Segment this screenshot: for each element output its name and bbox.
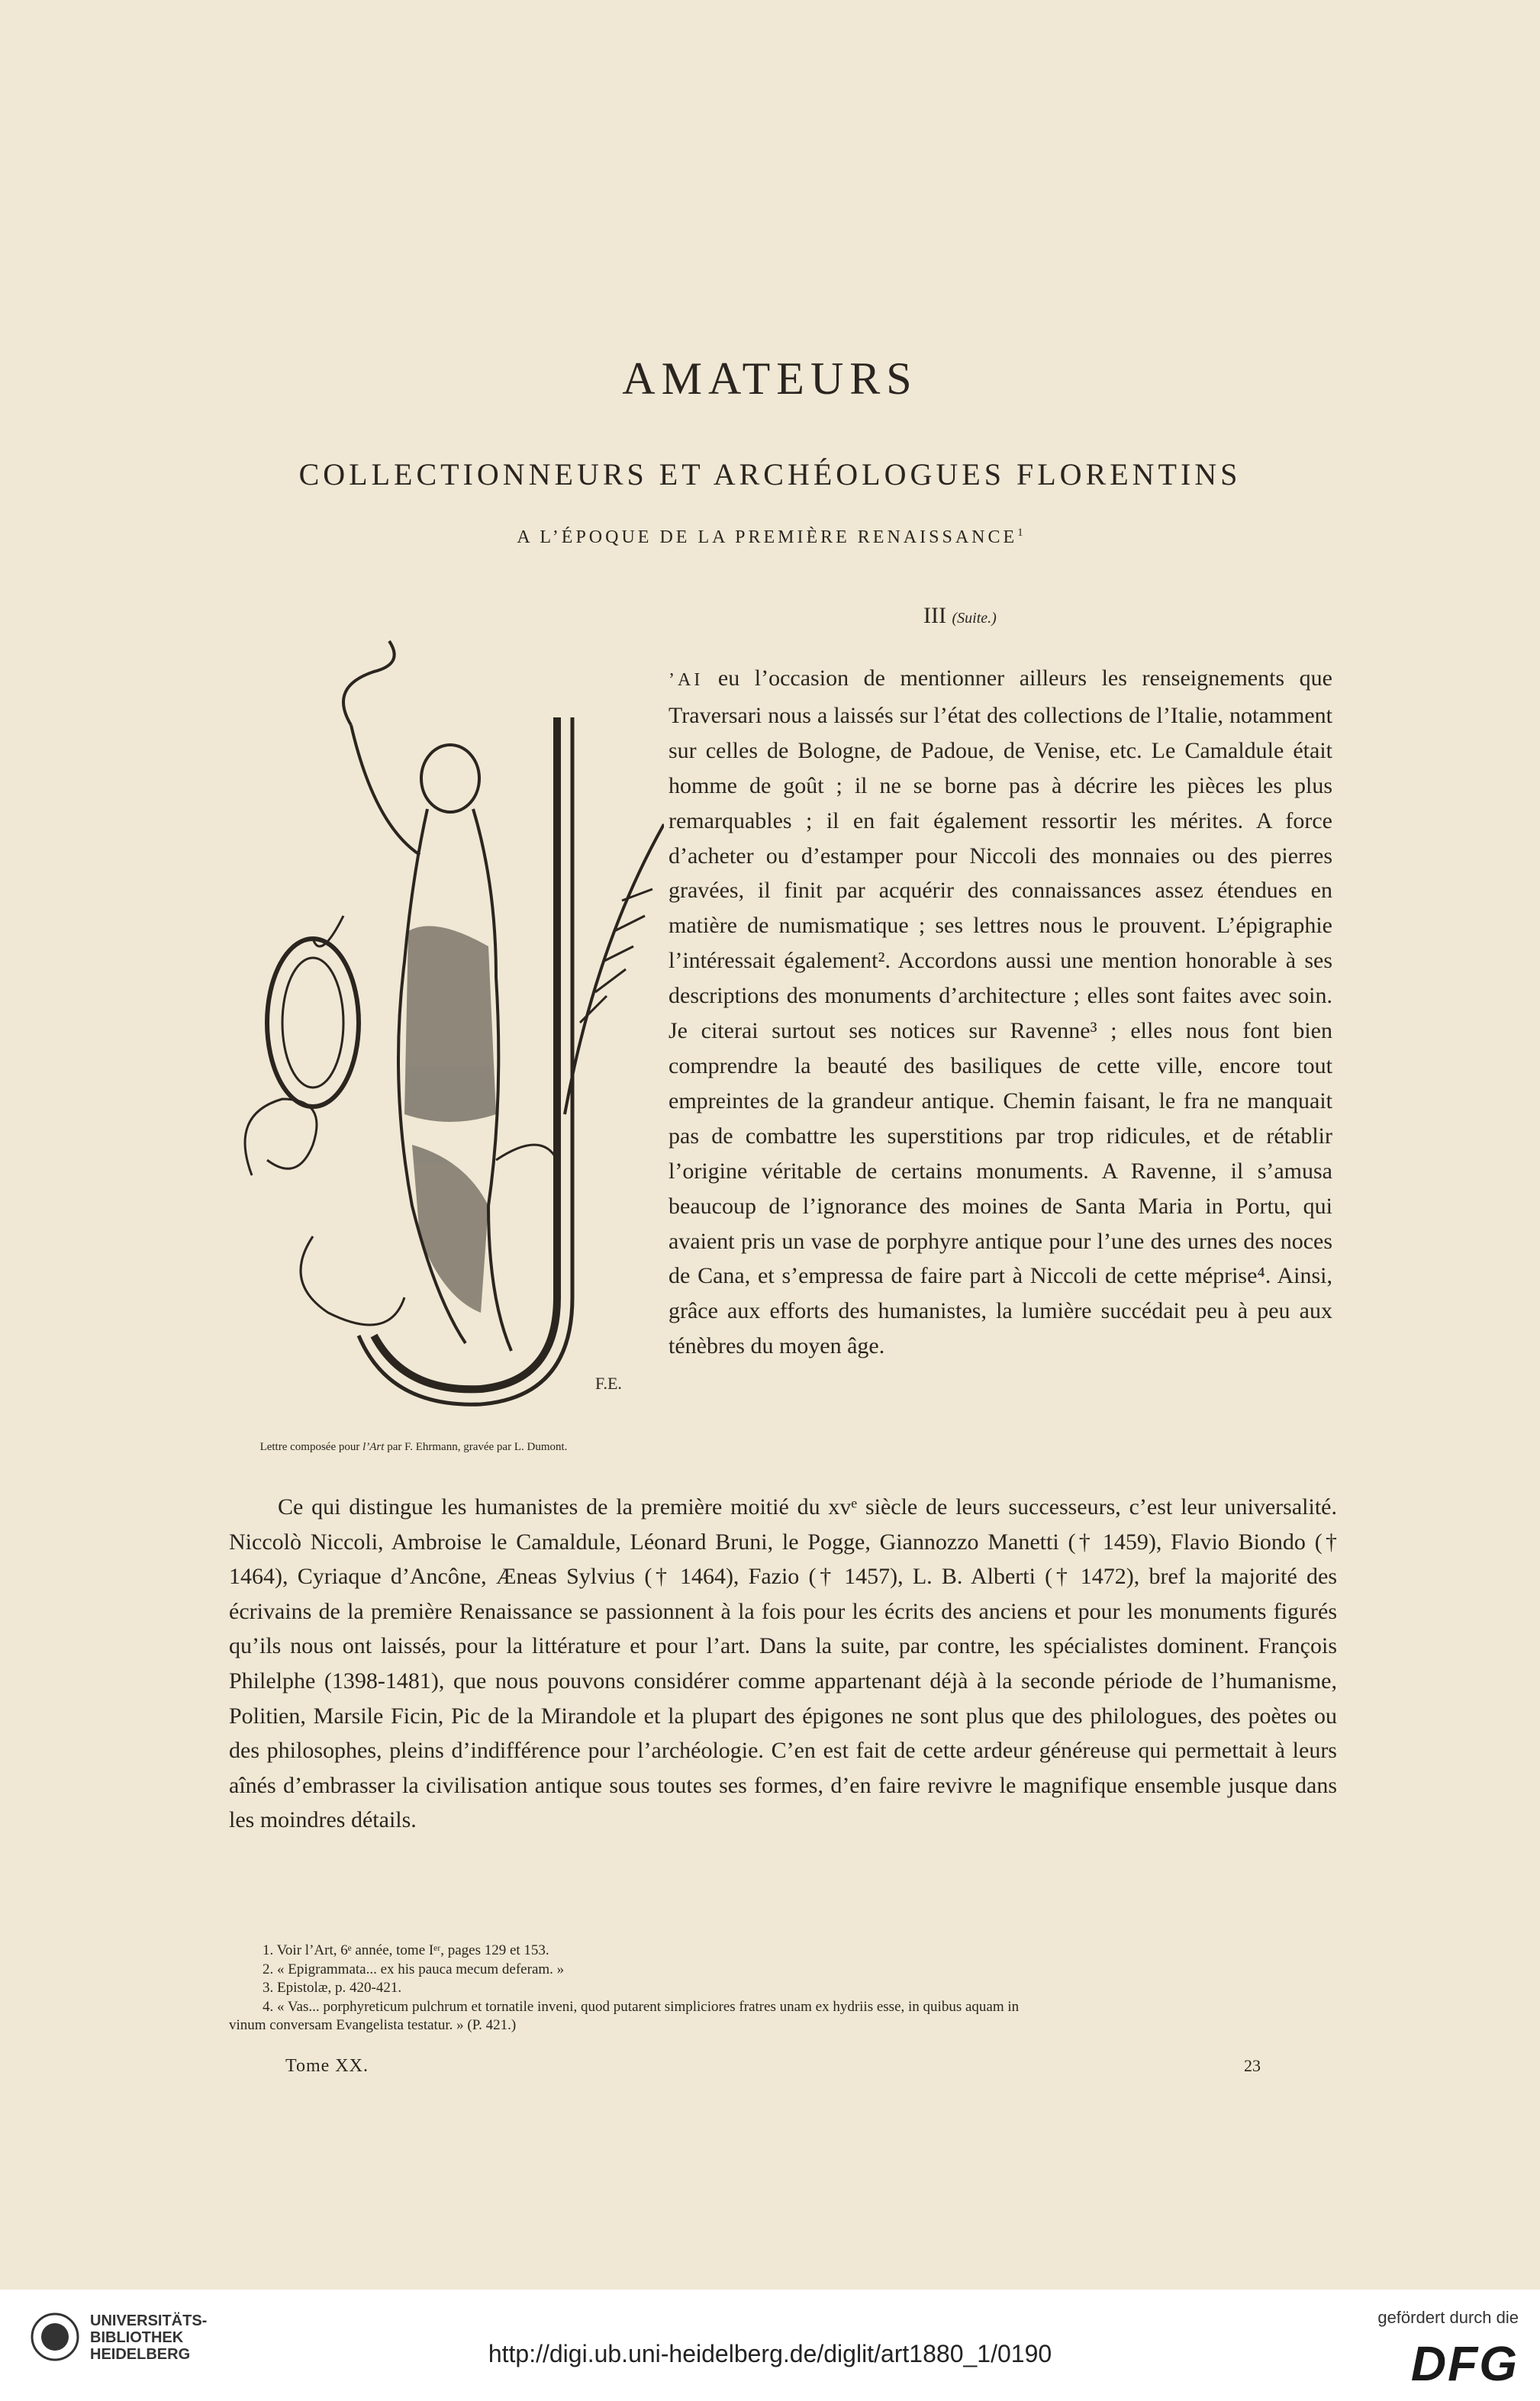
section-heading — [923, 603, 997, 629]
library-line-2: BIBLIOTHEK — [90, 2329, 184, 2346]
footnote-3: 3. Epistolæ, p. 420-421. — [263, 1980, 402, 1996]
tome-label: Tome XX. — [285, 2056, 369, 2076]
footnotes — [229, 1942, 1337, 2035]
section-number: III — [923, 603, 946, 628]
library-line-1: UNIVERSITÄTS- — [90, 2312, 208, 2329]
engraved-initial-illustration — [237, 626, 664, 1420]
caption-suffix: par F. Ehrmann, gravée par L. Dumont. — [384, 1441, 568, 1453]
footnote-4-continued: vinum conversam Evangelista testatur. » (P. 421.) — [229, 2017, 517, 2033]
lead-text: eu l’occasion de mentionner ailleurs les renseignements que Traversari nous a laissés sur l’état des collections de l’Italie, notamment sur celles de Bologne, de Padoue, de Venise, etc. Le Camaldule était homme de goût ; il ne se borne pas à décrire les pièces les plus remarquables ; il en fait également ressortir les mérites. A force d’acheter ou d’estamper pour Niccoli des monnaies ou des pierres gravées, il finit par acquérir des connaissances assez étendues en matière de numismatique ; ses lettres nous le prouvent. L’épigraphie l’intéressait également². Accordons aussi une mention honorable à ses descriptions des monuments d’architecture ; elles sont faites avec soin. Je citerai surtout ses notices sur Ravenne³ ; elles nous font bien comprendre la beauté des basiliques de cette ville, encore tout empreintes de la grandeur antique. Chemin faisant, le fra ne manquait pas de combattre les superstitions par trop ridicules, et de rétablir l’origine véritable de certains monuments. A Ravenne, il s’amusa beaucoup de l’ignorance des moines de Santa Maria in Portu, qui avaient pris un vase de porphyre antique pour l’une des urnes des noces de Cana, et s’empressa de faire part à Niccoli de cette méprise⁴. Ainsi, grâce aux efforts des humanistes, la lumière succédait peu à peu aux ténèbres du moyen âge. — [669, 666, 1332, 1359]
body-paragraph: Ce qui distingue les humanistes de la première moitié du xvᵉ siècle de leurs successeurs, c’est leur universalité. Niccolò Niccoli, Ambroise le Camaldule, Léonard Bruni, le Pogge, Giannozzo Manetti († 1459), Flavio Biondo († 1464), Cyriaque d’Ancône, Æneas Sylvius († 1464), Fazio († 1457), L. B. Alberti († 1472), bref la majorité des écrivains de la première Renaissance se passionnent à la fois pour les écrits des anciens et pour les monuments figurés qu’ils nous ont laissés, pour la littérature et pour l’art. Dans la suite, par contre, les spécialistes dominent. François Philelphe (1398-1481), que nous pouvons considérer comme appartenant déjà à la seconde période de l’humanisme, Politien, Marsile Ficin, Pic de la Mirandole et la plupart des épigones ne sont plus que des philologues, des poètes ou des philosophes, pleins d’indifférence pour l’archéologie. C’en est fait de cette ardeur généreuse qui permettait à leurs aînés d’embrasser la civilisation antique sous toutes ses formes, d’en faire revivre le magnifique ensemble jusque dans les moindres détails. — [229, 1494, 1337, 1833]
footnote-1: 1. Voir l’Art, 6ᵉ année, tome Iᵉʳ, pages 129 et 153. — [263, 1942, 549, 1958]
lead-first-word: ’AI — [669, 670, 704, 690]
page-number: 23 — [1244, 2056, 1261, 2075]
funding-label: gefördert durch die — [1377, 2308, 1519, 2327]
caption-prefix: Lettre composée pour — [259, 1441, 363, 1453]
viewer-footer — [0, 2290, 1540, 2401]
dfg-logo: DFG — [1410, 2336, 1519, 2391]
footnote-4: 4. « Vas... porphyreticum pulchrum et tornatile inveni, quod putarent simpliciores fratres unam ex hydriis esse, in quibus aquam in — [263, 1998, 1020, 2015]
page-subtitle: COLLECTIONNEURS ET ARCHÉOLOGUES FLORENTINS — [298, 457, 1242, 491]
permalink-url[interactable]: http://digi.ub.uni-heidelberg.de/diglit/art1880_1/0190 — [488, 2340, 1052, 2367]
footnote-marker: 1 — [1017, 527, 1023, 539]
footnote-2: 2. « Epigrammata... ex his pauca mecum deferam. » — [263, 1961, 565, 1977]
page-subsubtitle — [0, 527, 1540, 548]
caption-italic: l’Art — [362, 1441, 385, 1453]
illustration-caption — [208, 1441, 620, 1454]
library-line-3: HEIDELBERG — [90, 2346, 191, 2363]
section-suite: (Suite.) — [952, 610, 997, 627]
lead-paragraph — [669, 661, 1332, 1364]
subsubtitle-text: A L’ÉPOQUE DE LA PREMIÈRE RENAISSANCE — [517, 527, 1018, 547]
page-title: AMATEURS — [622, 353, 918, 404]
monogram-text: F.E. — [595, 1374, 622, 1393]
